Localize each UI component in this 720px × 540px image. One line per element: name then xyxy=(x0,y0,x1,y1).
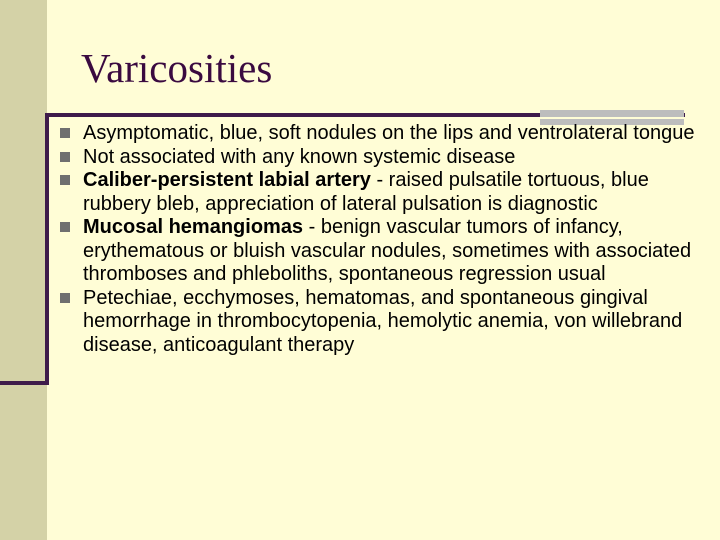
square-bullet-icon xyxy=(60,222,70,232)
vertical-rule xyxy=(45,113,49,385)
slide-title: Varicosities xyxy=(81,45,273,91)
square-bullet-icon xyxy=(60,175,70,185)
short-horizontal-rule xyxy=(0,381,49,385)
accent-rule-top xyxy=(540,110,684,117)
left-decor-band xyxy=(0,0,47,540)
square-bullet-icon xyxy=(60,293,70,303)
bullet-text: - raised pulsatile tortuous, blue rubbery bleb, appreciation of lateral pulsation is diagnostic xyxy=(83,169,649,215)
square-bullet-icon xyxy=(60,128,70,138)
bullet-item xyxy=(60,146,700,170)
bullet-text: - benign vascular tumors of infancy, erythematous or bluish vascular nodules, sometimes with associated thromboses and phleboliths, spontaneous regression usual xyxy=(83,216,692,285)
bullet-text: Petechiae, ecchymoses, hematomas, and spontaneous gingival hemorrhage in thrombocytopenia, hemolytic anemia, von willebrand disease, anticoagulant therapy xyxy=(83,286,683,356)
square-bullet-icon xyxy=(60,152,70,162)
bullet-text: Not associated with any known systemic disease xyxy=(83,145,516,168)
bullet-list xyxy=(60,122,700,357)
bullet-text: Asymptomatic, blue, soft nodules on the lips and ventrolateral tongue xyxy=(83,122,695,144)
bullet-bold-term: Caliber-persistent labial artery xyxy=(83,169,371,191)
bullet-item xyxy=(60,169,700,216)
bullet-item xyxy=(60,216,700,287)
bullet-item xyxy=(60,122,700,146)
bullet-item xyxy=(60,287,700,358)
bullet-bold-term: Mucosal hemangiomas xyxy=(83,216,304,238)
